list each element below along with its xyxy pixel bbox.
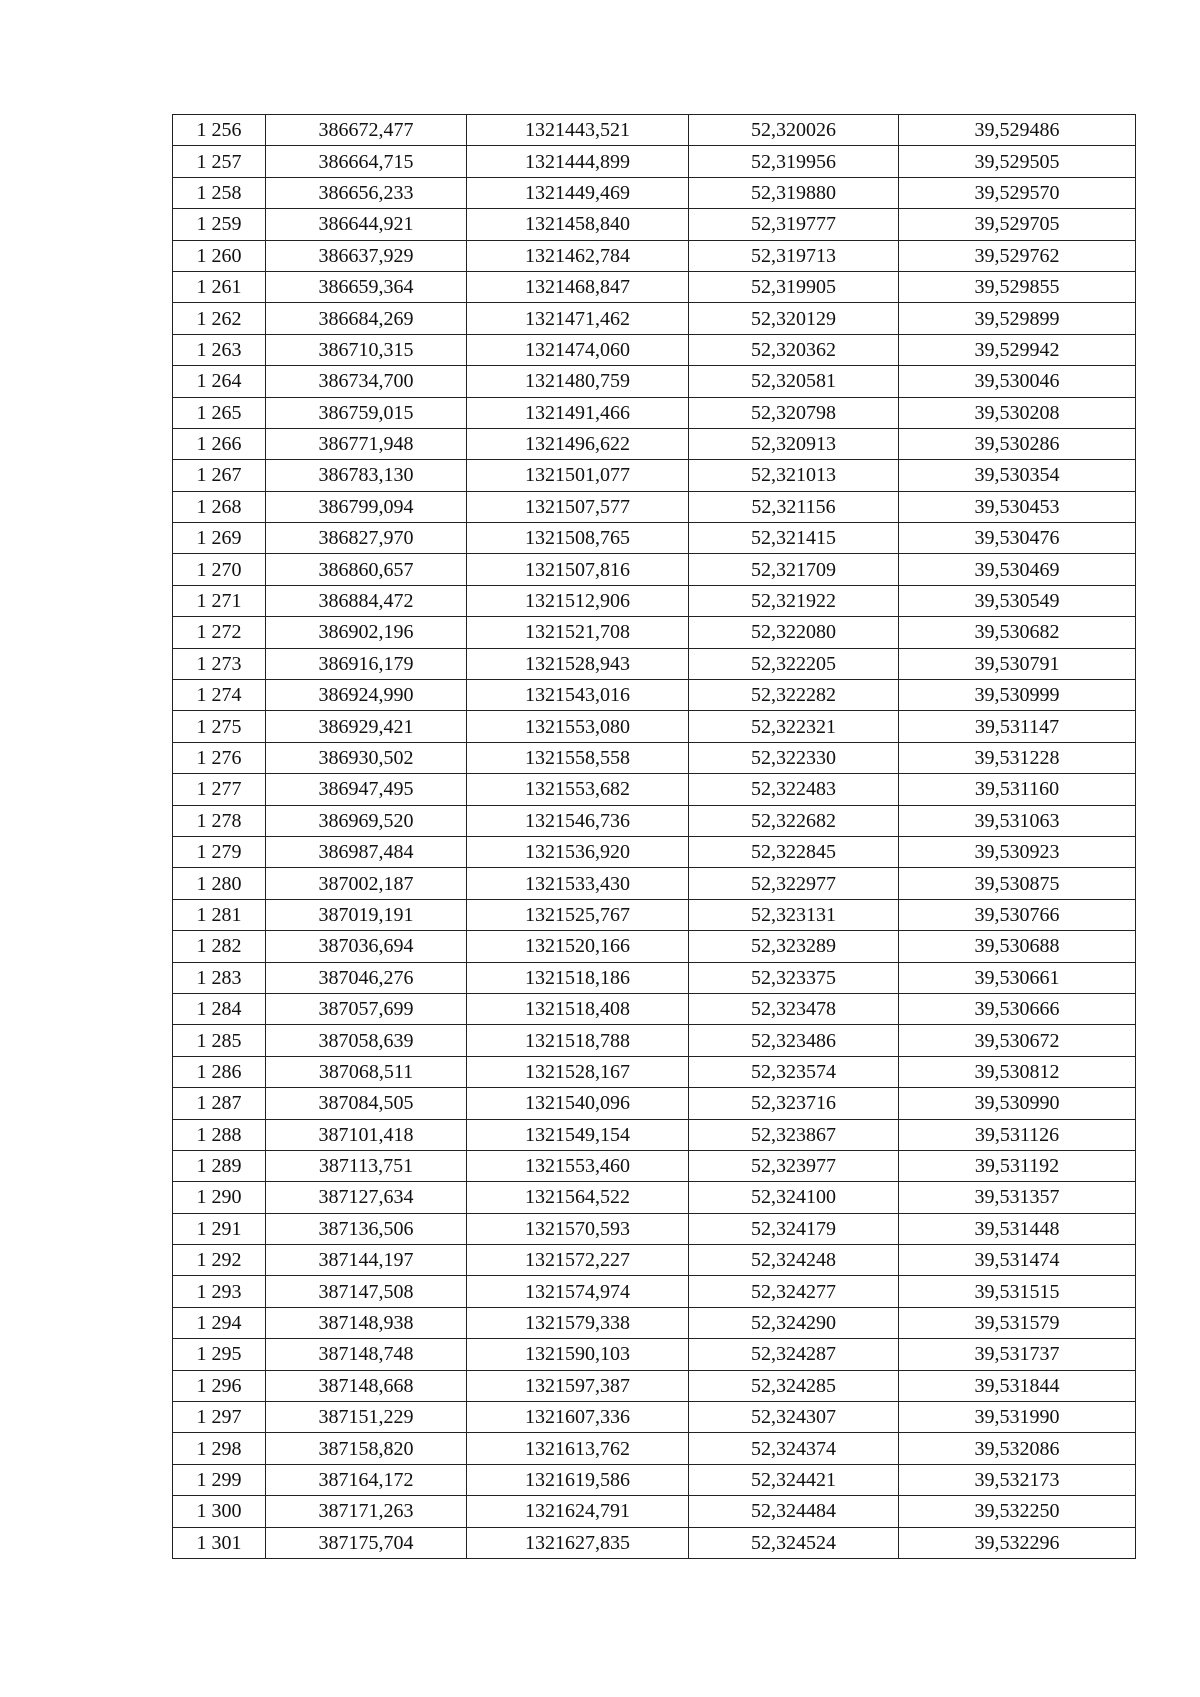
- point-number-cell: 1 300: [173, 1496, 266, 1527]
- x-coordinate-cell: 387151,229: [266, 1402, 467, 1433]
- y-coordinate-cell: 1321607,336: [467, 1402, 689, 1433]
- longitude-cell: 39,530286: [899, 428, 1136, 459]
- latitude-cell: 52,322977: [689, 868, 899, 899]
- x-coordinate-cell: 386827,970: [266, 523, 467, 554]
- x-coordinate-cell: 386684,269: [266, 303, 467, 334]
- y-coordinate-cell: 1321558,558: [467, 742, 689, 773]
- y-coordinate-cell: 1321546,736: [467, 805, 689, 836]
- longitude-cell: 39,531063: [899, 805, 1136, 836]
- longitude-cell: 39,530999: [899, 680, 1136, 711]
- y-coordinate-cell: 1321468,847: [467, 271, 689, 302]
- latitude-cell: 52,322321: [689, 711, 899, 742]
- y-coordinate-cell: 1321549,154: [467, 1119, 689, 1150]
- y-coordinate-cell: 1321613,762: [467, 1433, 689, 1464]
- point-number-cell: 1 299: [173, 1464, 266, 1495]
- table-row: [173, 742, 1136, 773]
- table-row: [173, 805, 1136, 836]
- y-coordinate-cell: 1321518,788: [467, 1025, 689, 1056]
- point-number-cell: 1 291: [173, 1213, 266, 1244]
- y-coordinate-cell: 1321624,791: [467, 1496, 689, 1527]
- x-coordinate-cell: 387158,820: [266, 1433, 467, 1464]
- y-coordinate-cell: 1321553,682: [467, 774, 689, 805]
- point-number-cell: 1 276: [173, 742, 266, 773]
- longitude-cell: 39,530766: [899, 899, 1136, 930]
- longitude-cell: 39,531357: [899, 1182, 1136, 1213]
- x-coordinate-cell: 387136,506: [266, 1213, 467, 1244]
- point-number-cell: 1 280: [173, 868, 266, 899]
- point-number-cell: 1 292: [173, 1245, 266, 1276]
- longitude-cell: 39,531448: [899, 1213, 1136, 1244]
- y-coordinate-cell: 1321521,708: [467, 617, 689, 648]
- y-coordinate-cell: 1321570,593: [467, 1213, 689, 1244]
- x-coordinate-cell: 387147,508: [266, 1276, 467, 1307]
- point-number-cell: 1 296: [173, 1370, 266, 1401]
- point-number-cell: 1 275: [173, 711, 266, 742]
- y-coordinate-cell: 1321553,460: [467, 1150, 689, 1181]
- longitude-cell: 39,530549: [899, 585, 1136, 616]
- latitude-cell: 52,322682: [689, 805, 899, 836]
- longitude-cell: 39,529899: [899, 303, 1136, 334]
- x-coordinate-cell: 386930,502: [266, 742, 467, 773]
- longitude-cell: 39,531990: [899, 1402, 1136, 1433]
- point-number-cell: 1 259: [173, 209, 266, 240]
- point-number-cell: 1 293: [173, 1276, 266, 1307]
- longitude-cell: 39,530469: [899, 554, 1136, 585]
- table-row: [173, 146, 1136, 177]
- latitude-cell: 52,322845: [689, 836, 899, 867]
- longitude-cell: 39,531228: [899, 742, 1136, 773]
- x-coordinate-cell: 386734,700: [266, 366, 467, 397]
- longitude-cell: 39,531160: [899, 774, 1136, 805]
- longitude-cell: 39,530812: [899, 1056, 1136, 1087]
- point-number-cell: 1 281: [173, 899, 266, 930]
- y-coordinate-cell: 1321528,167: [467, 1056, 689, 1087]
- point-number-cell: 1 272: [173, 617, 266, 648]
- point-number-cell: 1 286: [173, 1056, 266, 1087]
- longitude-cell: 39,530682: [899, 617, 1136, 648]
- latitude-cell: 52,324179: [689, 1213, 899, 1244]
- latitude-cell: 52,320581: [689, 366, 899, 397]
- x-coordinate-cell: 386799,094: [266, 491, 467, 522]
- table-row: [173, 931, 1136, 962]
- table-row: [173, 1245, 1136, 1276]
- x-coordinate-cell: 387171,263: [266, 1496, 467, 1527]
- y-coordinate-cell: 1321564,522: [467, 1182, 689, 1213]
- latitude-cell: 52,319777: [689, 209, 899, 240]
- latitude-cell: 52,324100: [689, 1182, 899, 1213]
- longitude-cell: 39,530688: [899, 931, 1136, 962]
- table-row: [173, 993, 1136, 1024]
- x-coordinate-cell: 386759,015: [266, 397, 467, 428]
- point-number-cell: 1 261: [173, 271, 266, 302]
- x-coordinate-cell: 387175,704: [266, 1527, 467, 1558]
- point-number-cell: 1 263: [173, 334, 266, 365]
- point-number-cell: 1 270: [173, 554, 266, 585]
- x-coordinate-cell: 386659,364: [266, 271, 467, 302]
- x-coordinate-cell: 387019,191: [266, 899, 467, 930]
- y-coordinate-cell: 1321525,767: [467, 899, 689, 930]
- x-coordinate-cell: 387036,694: [266, 931, 467, 962]
- point-number-cell: 1 294: [173, 1307, 266, 1338]
- longitude-cell: 39,529486: [899, 115, 1136, 146]
- table-row: [173, 1464, 1136, 1495]
- longitude-cell: 39,530672: [899, 1025, 1136, 1056]
- latitude-cell: 52,319713: [689, 240, 899, 271]
- x-coordinate-cell: 386656,233: [266, 177, 467, 208]
- y-coordinate-cell: 1321627,835: [467, 1527, 689, 1558]
- point-number-cell: 1 256: [173, 115, 266, 146]
- x-coordinate-cell: 386672,477: [266, 115, 467, 146]
- y-coordinate-cell: 1321543,016: [467, 680, 689, 711]
- x-coordinate-cell: 386902,196: [266, 617, 467, 648]
- y-coordinate-cell: 1321574,974: [467, 1276, 689, 1307]
- latitude-cell: 52,323375: [689, 962, 899, 993]
- longitude-cell: 39,531147: [899, 711, 1136, 742]
- y-coordinate-cell: 1321443,521: [467, 115, 689, 146]
- latitude-cell: 52,320913: [689, 428, 899, 459]
- y-coordinate-cell: 1321518,408: [467, 993, 689, 1024]
- x-coordinate-cell: 386929,421: [266, 711, 467, 742]
- y-coordinate-cell: 1321528,943: [467, 648, 689, 679]
- point-number-cell: 1 257: [173, 146, 266, 177]
- latitude-cell: 52,323574: [689, 1056, 899, 1087]
- y-coordinate-cell: 1321572,227: [467, 1245, 689, 1276]
- longitude-cell: 39,529705: [899, 209, 1136, 240]
- point-number-cell: 1 298: [173, 1433, 266, 1464]
- latitude-cell: 52,322330: [689, 742, 899, 773]
- table-row: [173, 711, 1136, 742]
- y-coordinate-cell: 1321501,077: [467, 460, 689, 491]
- point-number-cell: 1 295: [173, 1339, 266, 1370]
- latitude-cell: 52,323977: [689, 1150, 899, 1181]
- table-row: [173, 115, 1136, 146]
- y-coordinate-cell: 1321462,784: [467, 240, 689, 271]
- table-row: [173, 523, 1136, 554]
- latitude-cell: 52,323867: [689, 1119, 899, 1150]
- point-number-cell: 1 274: [173, 680, 266, 711]
- table-row: [173, 209, 1136, 240]
- y-coordinate-cell: 1321520,166: [467, 931, 689, 962]
- x-coordinate-cell: 387144,197: [266, 1245, 467, 1276]
- point-number-cell: 1 267: [173, 460, 266, 491]
- latitude-cell: 52,324484: [689, 1496, 899, 1527]
- y-coordinate-cell: 1321540,096: [467, 1088, 689, 1119]
- y-coordinate-cell: 1321507,816: [467, 554, 689, 585]
- point-number-cell: 1 283: [173, 962, 266, 993]
- table-row: [173, 1370, 1136, 1401]
- table-row: [173, 303, 1136, 334]
- point-number-cell: 1 258: [173, 177, 266, 208]
- x-coordinate-cell: 386884,472: [266, 585, 467, 616]
- latitude-cell: 52,324277: [689, 1276, 899, 1307]
- point-number-cell: 1 289: [173, 1150, 266, 1181]
- table-row: [173, 1339, 1136, 1370]
- x-coordinate-cell: 387127,634: [266, 1182, 467, 1213]
- x-coordinate-cell: 386771,948: [266, 428, 467, 459]
- table-row: [173, 1433, 1136, 1464]
- longitude-cell: 39,529942: [899, 334, 1136, 365]
- longitude-cell: 39,530208: [899, 397, 1136, 428]
- longitude-cell: 39,531126: [899, 1119, 1136, 1150]
- latitude-cell: 52,319905: [689, 271, 899, 302]
- x-coordinate-cell: 387057,699: [266, 993, 467, 1024]
- x-coordinate-cell: 386924,990: [266, 680, 467, 711]
- point-number-cell: 1 260: [173, 240, 266, 271]
- latitude-cell: 52,322282: [689, 680, 899, 711]
- longitude-cell: 39,529855: [899, 271, 1136, 302]
- longitude-cell: 39,530661: [899, 962, 1136, 993]
- latitude-cell: 52,324290: [689, 1307, 899, 1338]
- y-coordinate-cell: 1321491,466: [467, 397, 689, 428]
- longitude-cell: 39,532296: [899, 1527, 1136, 1558]
- longitude-cell: 39,530666: [899, 993, 1136, 1024]
- x-coordinate-cell: 386947,495: [266, 774, 467, 805]
- latitude-cell: 52,324287: [689, 1339, 899, 1370]
- latitude-cell: 52,320129: [689, 303, 899, 334]
- table-row: [173, 366, 1136, 397]
- longitude-cell: 39,530354: [899, 460, 1136, 491]
- latitude-cell: 52,321156: [689, 491, 899, 522]
- y-coordinate-cell: 1321553,080: [467, 711, 689, 742]
- table-row: [173, 1025, 1136, 1056]
- y-coordinate-cell: 1321508,765: [467, 523, 689, 554]
- latitude-cell: 52,321709: [689, 554, 899, 585]
- longitude-cell: 39,531192: [899, 1150, 1136, 1181]
- latitude-cell: 52,320798: [689, 397, 899, 428]
- latitude-cell: 52,324374: [689, 1433, 899, 1464]
- table-row: [173, 774, 1136, 805]
- longitude-cell: 39,532086: [899, 1433, 1136, 1464]
- longitude-cell: 39,529505: [899, 146, 1136, 177]
- x-coordinate-cell: 387164,172: [266, 1464, 467, 1495]
- coordinates-table-body: [173, 115, 1136, 1559]
- longitude-cell: 39,530875: [899, 868, 1136, 899]
- point-number-cell: 1 278: [173, 805, 266, 836]
- point-number-cell: 1 282: [173, 931, 266, 962]
- longitude-cell: 39,530046: [899, 366, 1136, 397]
- x-coordinate-cell: 387148,748: [266, 1339, 467, 1370]
- y-coordinate-cell: 1321533,430: [467, 868, 689, 899]
- latitude-cell: 52,319880: [689, 177, 899, 208]
- x-coordinate-cell: 386969,520: [266, 805, 467, 836]
- x-coordinate-cell: 386783,130: [266, 460, 467, 491]
- x-coordinate-cell: 387058,639: [266, 1025, 467, 1056]
- x-coordinate-cell: 387046,276: [266, 962, 467, 993]
- table-row: [173, 1402, 1136, 1433]
- longitude-cell: 39,531737: [899, 1339, 1136, 1370]
- latitude-cell: 52,321922: [689, 585, 899, 616]
- point-number-cell: 1 285: [173, 1025, 266, 1056]
- point-number-cell: 1 262: [173, 303, 266, 334]
- table-row: [173, 899, 1136, 930]
- x-coordinate-cell: 386664,715: [266, 146, 467, 177]
- longitude-cell: 39,529570: [899, 177, 1136, 208]
- x-coordinate-cell: 386644,921: [266, 209, 467, 240]
- table-row: [173, 1213, 1136, 1244]
- x-coordinate-cell: 386860,657: [266, 554, 467, 585]
- point-number-cell: 1 271: [173, 585, 266, 616]
- table-row: [173, 334, 1136, 365]
- point-number-cell: 1 265: [173, 397, 266, 428]
- x-coordinate-cell: 387148,668: [266, 1370, 467, 1401]
- table-row: [173, 491, 1136, 522]
- table-row: [173, 177, 1136, 208]
- table-row: [173, 1150, 1136, 1181]
- table-row: [173, 1119, 1136, 1150]
- table-row: [173, 1276, 1136, 1307]
- point-number-cell: 1 268: [173, 491, 266, 522]
- y-coordinate-cell: 1321471,462: [467, 303, 689, 334]
- longitude-cell: 39,531474: [899, 1245, 1136, 1276]
- x-coordinate-cell: 387084,505: [266, 1088, 467, 1119]
- table-row: [173, 1182, 1136, 1213]
- table-row: [173, 1307, 1136, 1338]
- longitude-cell: 39,531515: [899, 1276, 1136, 1307]
- y-coordinate-cell: 1321496,622: [467, 428, 689, 459]
- latitude-cell: 52,323131: [689, 899, 899, 930]
- table-row: [173, 1056, 1136, 1087]
- point-number-cell: 1 288: [173, 1119, 266, 1150]
- y-coordinate-cell: 1321480,759: [467, 366, 689, 397]
- latitude-cell: 52,322483: [689, 774, 899, 805]
- latitude-cell: 52,323289: [689, 931, 899, 962]
- point-number-cell: 1 269: [173, 523, 266, 554]
- latitude-cell: 52,323486: [689, 1025, 899, 1056]
- longitude-cell: 39,530476: [899, 523, 1136, 554]
- longitude-cell: 39,530453: [899, 491, 1136, 522]
- latitude-cell: 52,324524: [689, 1527, 899, 1558]
- y-coordinate-cell: 1321449,469: [467, 177, 689, 208]
- point-number-cell: 1 266: [173, 428, 266, 459]
- x-coordinate-cell: 386710,315: [266, 334, 467, 365]
- point-number-cell: 1 279: [173, 836, 266, 867]
- table-row: [173, 617, 1136, 648]
- y-coordinate-cell: 1321619,586: [467, 1464, 689, 1495]
- table-row: [173, 836, 1136, 867]
- latitude-cell: 52,321013: [689, 460, 899, 491]
- y-coordinate-cell: 1321597,387: [467, 1370, 689, 1401]
- longitude-cell: 39,530923: [899, 836, 1136, 867]
- latitude-cell: 52,324285: [689, 1370, 899, 1401]
- latitude-cell: 52,323716: [689, 1088, 899, 1119]
- table-row: [173, 460, 1136, 491]
- x-coordinate-cell: 387148,938: [266, 1307, 467, 1338]
- x-coordinate-cell: 386987,484: [266, 836, 467, 867]
- y-coordinate-cell: 1321512,906: [467, 585, 689, 616]
- y-coordinate-cell: 1321474,060: [467, 334, 689, 365]
- y-coordinate-cell: 1321444,899: [467, 146, 689, 177]
- y-coordinate-cell: 1321536,920: [467, 836, 689, 867]
- table-row: [173, 585, 1136, 616]
- coordinates-table: [172, 114, 1136, 1559]
- x-coordinate-cell: 386916,179: [266, 648, 467, 679]
- longitude-cell: 39,531844: [899, 1370, 1136, 1401]
- table-row: [173, 1088, 1136, 1119]
- latitude-cell: 52,320362: [689, 334, 899, 365]
- y-coordinate-cell: 1321458,840: [467, 209, 689, 240]
- longitude-cell: 39,531579: [899, 1307, 1136, 1338]
- point-number-cell: 1 297: [173, 1402, 266, 1433]
- longitude-cell: 39,530791: [899, 648, 1136, 679]
- table-row: [173, 240, 1136, 271]
- latitude-cell: 52,324421: [689, 1464, 899, 1495]
- point-number-cell: 1 301: [173, 1527, 266, 1558]
- longitude-cell: 39,532173: [899, 1464, 1136, 1495]
- y-coordinate-cell: 1321590,103: [467, 1339, 689, 1370]
- table-row: [173, 1496, 1136, 1527]
- point-number-cell: 1 273: [173, 648, 266, 679]
- latitude-cell: 52,323478: [689, 993, 899, 1024]
- latitude-cell: 52,322205: [689, 648, 899, 679]
- longitude-cell: 39,529762: [899, 240, 1136, 271]
- longitude-cell: 39,532250: [899, 1496, 1136, 1527]
- latitude-cell: 52,324307: [689, 1402, 899, 1433]
- x-coordinate-cell: 386637,929: [266, 240, 467, 271]
- table-row: [173, 428, 1136, 459]
- x-coordinate-cell: 387113,751: [266, 1150, 467, 1181]
- table-row: [173, 962, 1136, 993]
- point-number-cell: 1 284: [173, 993, 266, 1024]
- latitude-cell: 52,319956: [689, 146, 899, 177]
- point-number-cell: 1 264: [173, 366, 266, 397]
- latitude-cell: 52,322080: [689, 617, 899, 648]
- latitude-cell: 52,320026: [689, 115, 899, 146]
- x-coordinate-cell: 387068,511: [266, 1056, 467, 1087]
- table-row: [173, 648, 1136, 679]
- table-row: [173, 397, 1136, 428]
- x-coordinate-cell: 387101,418: [266, 1119, 467, 1150]
- y-coordinate-cell: 1321507,577: [467, 491, 689, 522]
- latitude-cell: 52,324248: [689, 1245, 899, 1276]
- point-number-cell: 1 287: [173, 1088, 266, 1119]
- y-coordinate-cell: 1321579,338: [467, 1307, 689, 1338]
- table-row: [173, 1527, 1136, 1558]
- point-number-cell: 1 277: [173, 774, 266, 805]
- table-row: [173, 868, 1136, 899]
- table-row: [173, 271, 1136, 302]
- point-number-cell: 1 290: [173, 1182, 266, 1213]
- x-coordinate-cell: 387002,187: [266, 868, 467, 899]
- y-coordinate-cell: 1321518,186: [467, 962, 689, 993]
- latitude-cell: 52,321415: [689, 523, 899, 554]
- longitude-cell: 39,530990: [899, 1088, 1136, 1119]
- table-row: [173, 680, 1136, 711]
- table-row: [173, 554, 1136, 585]
